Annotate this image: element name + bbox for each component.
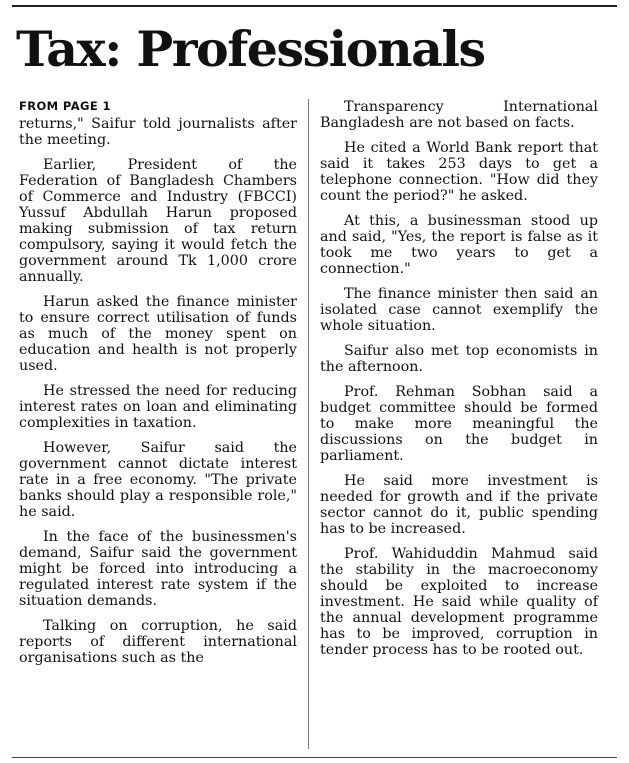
paragraph: Harun asked the finance minister to ensure correct utilisation of funds as much of the money spent on education and health is not properly used.: [19, 294, 297, 374]
paragraph: Transparency International Bangladesh are not based on facts.: [320, 99, 598, 131]
article-column-2: [320, 99, 598, 667]
paragraph: He cited a World Bank report that said it takes 253 days to get a telephone connection. "How did they count the period?" he asked.: [320, 140, 598, 204]
paragraph: In the face of the businessmen's demand, Saifur said the government might be forced into introducing a regulated interest rate system if the situation demands.: [19, 529, 297, 609]
paragraph: Earlier, President of the Federation of Bangladesh Chambers of Commerce and Industry (FBCCI) Yussuf Abdullah Harun proposed making submission of tax return compulsory, saying it would fetch the government around Tk 1,000 crore annually.: [19, 157, 297, 285]
column-divider: [308, 99, 309, 749]
headline: Tax: Professionals: [16, 20, 485, 78]
paragraph: The finance minister then said an isolated case cannot exemplify the whole situation.: [320, 286, 598, 334]
article-column-1: [19, 99, 297, 675]
paragraph: At this, a businessman stood up and said, "Yes, the report is false as it took me two years to get a connection.": [320, 213, 598, 277]
paragraph: However, Saifur said the government cannot dictate interest rate in a free economy. "The private banks should play a responsible role," he said.: [19, 440, 297, 520]
top-rule: [12, 5, 617, 7]
paragraph: Prof. Wahiduddin Mahmud said the stability in the macroeconomy should be exploited to increase investment. He said while quality of the annual development programme has to be improved, corruption in tender process has to be rooted out.: [320, 546, 598, 658]
bottom-rule: [12, 757, 617, 758]
kicker: FROM PAGE 1: [19, 99, 111, 113]
paragraph: Saifur also met top economists in the afternoon.: [320, 343, 598, 375]
paragraph: Talking on corruption, he said reports of different international organisations such as the: [19, 618, 297, 666]
paragraph: returns," Saifur told journalists after the meeting.: [19, 116, 297, 148]
paragraph: He said more investment is needed for growth and if the private sector cannot do it, public spending has to be increased.: [320, 473, 598, 537]
paragraph: Prof. Rehman Sobhan said a budget committee should be formed to make more meaningful the discussions on the budget in parliament.: [320, 384, 598, 464]
paragraph: He stressed the need for reducing interest rates on loan and eliminating complexities in taxation.: [19, 383, 297, 431]
